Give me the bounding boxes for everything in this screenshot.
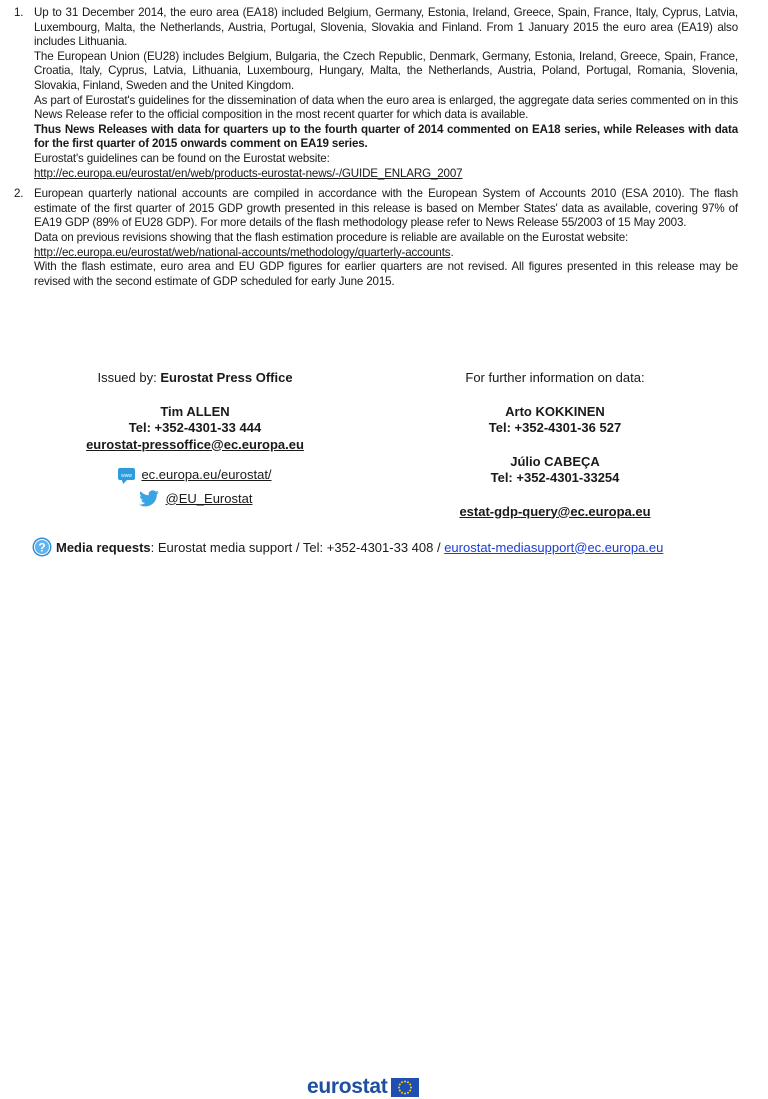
eurostat-logo	[307, 1075, 419, 1099]
logo-text: eurostat	[307, 1075, 388, 1098]
contact-tel: Tel: +352-4301-33254	[490, 470, 620, 485]
twitter-link[interactable]: @EU_Eurostat	[165, 490, 253, 506]
media-label: Media requests	[56, 539, 151, 555]
link-suffix: .	[450, 245, 454, 259]
footnote-1	[14, 6, 738, 181]
press-office-email[interactable]: eurostat-pressoffice@ec.europa.eu	[86, 436, 304, 452]
footnote-text: Up to 31 December 2014, the euro area (EA18) included Belgium, Germany, Estonia, Ireland, Greece, Spain, France, Italy, Cyprus, Latvia, Luxembourg, Malta, the Netherlands, Austria, Portugal, Slovenia, Slovakia and Finland. From 1 January 2015 the euro area (EA19) also includes Lithuania.	[34, 6, 738, 49]
media-requests	[32, 537, 663, 557]
media-support-email[interactable]: eurostat-mediasupport@ec.europa.eu	[444, 539, 664, 555]
footnote-text: With the flash estimate, euro area and EU GDP figures for earlier quarters are not revised. All figures presented in this release may be revised with the second estimate of GDP scheduled for early June 2015.	[34, 260, 738, 288]
eu-flag-icon	[391, 1078, 419, 1097]
footnote-text: Data on previous revisions showing that the flash estimation procedure is reliable are available on the Eurostat website:	[34, 230, 629, 244]
contact-name: Júlio CABEÇA	[510, 453, 600, 469]
further-info-column	[405, 370, 705, 520]
issued-by-column	[45, 370, 345, 508]
footnote-number: 1.	[14, 6, 24, 19]
contact-tel: Tel: +352-4301-36 527	[488, 420, 622, 435]
footnotes	[14, 6, 738, 295]
contact-tel: Tel: +352-4301-33 444	[128, 420, 262, 435]
media-text: : Eurostat media support / Tel: +352-4301-33 408 /	[150, 539, 445, 555]
twitter-icon	[138, 490, 160, 508]
contact-name: Tim ALLEN	[160, 403, 230, 419]
help-icon	[32, 537, 52, 557]
footnote-2	[14, 187, 738, 289]
footnote-text: European quarterly national accounts are compiled in accordance with the European System of Accounts 2010 (ESA 2010). The flash estimate of the first quarter of 2015 GDP growth presented in this release is based on Member States' data as available, covering 97% of EA19 GDP (89% of EU28 GDP). For more details of the flash methodology please refer to News Release 55/2003 of 15 May 2003.	[34, 187, 738, 230]
website-link[interactable]: ec.europa.eu/eurostat/	[141, 467, 272, 483]
footnote-text: As part of Eurostat's guidelines for the dissemination of data when the euro area is enlarged, the aggregate data series commented on in this News Release refer to the official composition in the most recent quarter for which data is available.	[34, 93, 738, 122]
website-icon	[118, 467, 135, 484]
press-office: Eurostat Press Office	[160, 370, 293, 385]
footnote-text: Eurostat's guidelines can be found on the Eurostat website:	[34, 151, 330, 165]
contact-name: Arto KOKKINEN	[505, 403, 605, 419]
guidelines-link[interactable]: http://ec.europa.eu/eurostat/en/web/products-eurostat-news/-/GUIDE_ENLARG_2007	[34, 166, 463, 180]
issued-by-label: Issued by:	[97, 370, 161, 385]
further-info-heading: For further information on data:	[465, 370, 645, 385]
svg-text:www: www	[121, 473, 133, 479]
gdp-query-email[interactable]: estat-gdp-query@ec.europa.eu	[459, 503, 651, 519]
footnote-bold-text: Thus News Releases with data for quarters up to the fourth quarter of 2014 commented on EA18 series, while Releases with data for the first quarter of 2015 onwards comment on EA19 series.	[34, 122, 738, 151]
footnote-text: The European Union (EU28) includes Belgium, Bulgaria, the Czech Republic, Denmark, Germany, Estonia, Ireland, Greece, Spain, France, Croatia, Italy, Cyprus, Latvia, Lithuania, Luxembourg, Hungary, Malta, the Netherlands, Austria, Poland, Portugal, Romania, Slovenia, Slovakia, Finland, Sweden and the United Kingdom.	[34, 49, 738, 92]
svg-text:?: ?	[38, 540, 46, 555]
footnote-number: 2.	[14, 187, 24, 201]
quarterly-accounts-link[interactable]: http://ec.europa.eu/eurostat/web/national-accounts/methodology/quarterly-accounts	[34, 245, 451, 259]
